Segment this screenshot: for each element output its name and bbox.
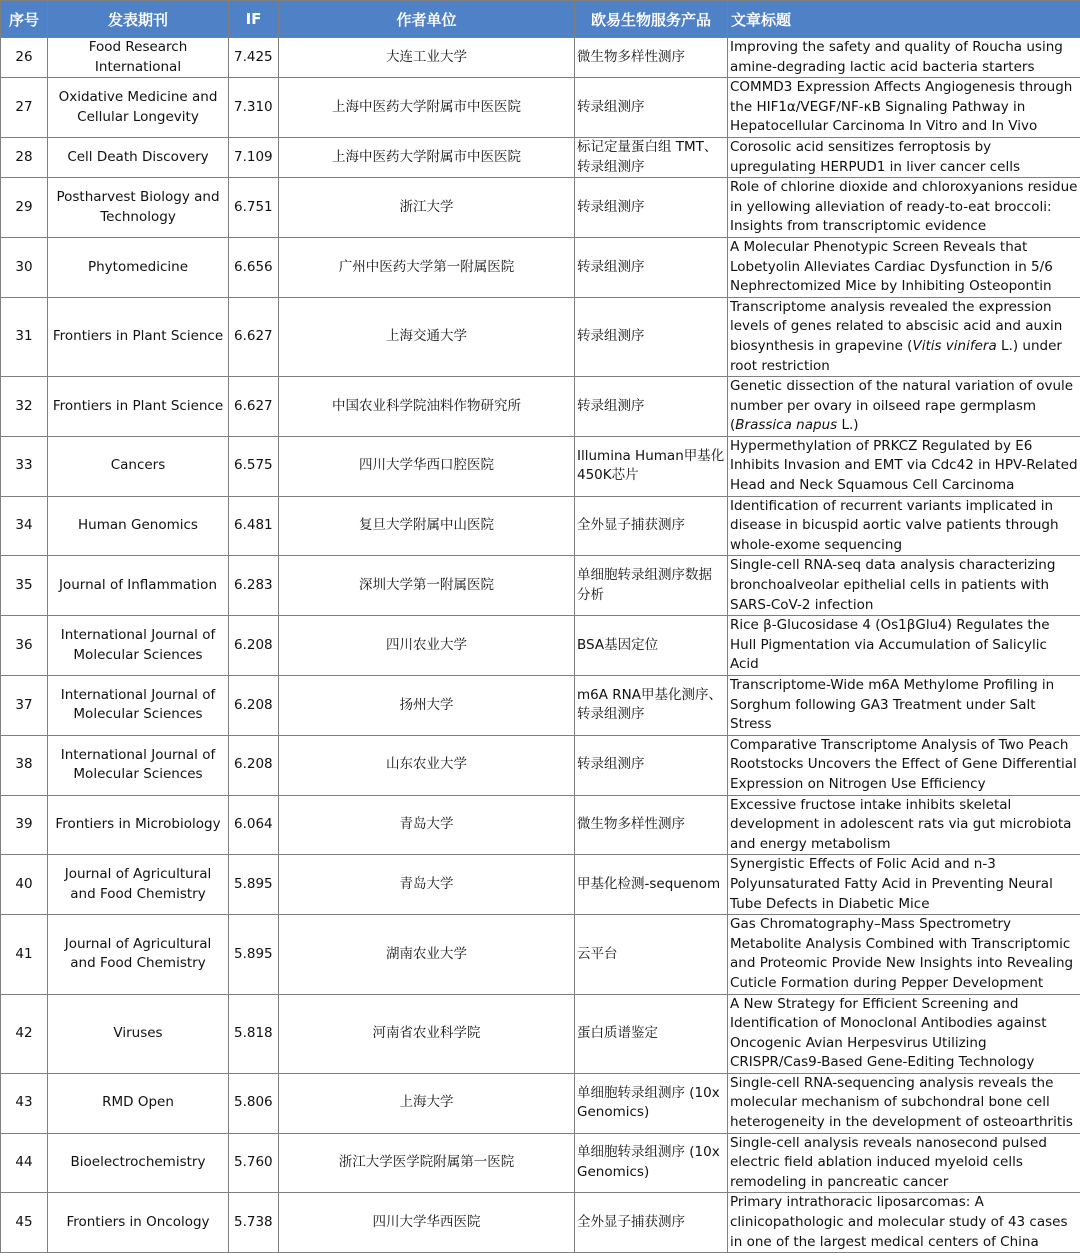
author-unit: 山东农业大学 [279,735,575,795]
author-unit: 四川大学华西医院 [279,1193,575,1253]
journal-name: Journal of Agricultural and Food Chemistry [48,915,229,994]
article-title: Corosolic acid sensitizes ferroptosis by upregulating HERPUD1 in liver cancer cells [728,137,1080,177]
impact-factor: 6.481 [229,496,279,556]
row-number: 39 [1,795,48,855]
row-number: 43 [1,1073,48,1133]
service-product: Illumina Human甲基化450K芯片 [575,436,728,496]
journal-name: Journal of Inflammation [48,556,229,616]
author-unit: 青岛大学 [279,855,575,915]
table-row [1,915,1080,994]
author-unit: 四川大学华西口腔医院 [279,436,575,496]
table-row [1,137,1080,177]
author-unit: 大连工业大学 [279,38,575,78]
impact-factor: 5.760 [229,1133,279,1193]
article-title: Synergistic Effects of Folic Acid and n-3 Polyunsaturated Fatty Acid in Preventing Neural Tube Defects in Diabetic Mice [728,855,1080,915]
article-title: Hypermethylation of PRKCZ Regulated by E6 Inhibits Invasion and EMT via Cdc42 in HPV-Related Head and Neck Squamous Cell Carcinoma [728,436,1080,496]
article-title: A Molecular Phenotypic Screen Reveals that Lobetyolin Alleviates Cardiac Dysfunction in 5/6 Nephrectomized Mice by Inhibiting Osteopontin [728,237,1080,297]
author-unit: 深圳大学第一附属医院 [279,556,575,616]
row-number: 27 [1,78,48,138]
article-title: Excessive fructose intake inhibits skeletal development in adolescent rats via gut microbiota and energy metabolism [728,795,1080,855]
species-name: Brassica napus [735,417,837,433]
article-title: COMMD3 Expression Affects Angiogenesis through the HIF1α/VEGF/NF-κB Signaling Pathway in Hepatocellular Carcinoma In Vitro and In Vivo [728,78,1080,138]
author-unit: 上海大学 [279,1073,575,1133]
table-row [1,496,1080,556]
journal-name: RMD Open [48,1073,229,1133]
row-number: 29 [1,178,48,238]
impact-factor: 7.425 [229,38,279,78]
service-product: 云平台 [575,915,728,994]
service-product: 单细胞转录组测序 (10x Genomics) [575,1073,728,1133]
header-journal: 发表期刊 [48,1,229,38]
journal-name: International Journal of Molecular Sciences [48,616,229,676]
header-product: 欧易生物服务产品 [575,1,728,38]
service-product: 全外显子捕获测序 [575,1193,728,1253]
journal-name: Food Research International [48,38,229,78]
journal-name: Postharvest Biology and Technology [48,178,229,238]
header-unit: 作者单位 [279,1,575,38]
row-number: 42 [1,994,48,1073]
journal-name: Frontiers in Microbiology [48,795,229,855]
row-number: 37 [1,676,48,736]
row-number: 35 [1,556,48,616]
author-unit: 四川农业大学 [279,616,575,676]
impact-factor: 6.656 [229,237,279,297]
table-row [1,377,1080,437]
service-product: 单细胞转录组测序数据分析 [575,556,728,616]
header-title: 文章标题 [728,1,1080,38]
author-unit: 扬州大学 [279,676,575,736]
journal-name: Frontiers in Plant Science [48,377,229,437]
author-unit: 中国农业科学院油料作物研究所 [279,377,575,437]
journal-name: Frontiers in Oncology [48,1193,229,1253]
impact-factor: 6.575 [229,436,279,496]
impact-factor: 6.208 [229,676,279,736]
article-title-text: Transcriptome analysis revealed the expression levels of genes related to abscisic acid and auxin biosynthesis in grapevine ( [730,299,1062,354]
journal-name: International Journal of Molecular Sciences [48,735,229,795]
row-number: 45 [1,1193,48,1253]
journal-name: International Journal of Molecular Sciences [48,676,229,736]
header-row [1,1,1080,38]
author-unit: 上海中医药大学附属市中医医院 [279,137,575,177]
article-title: Transcriptome-Wide m6A Methylome Profiling in Sorghum following GA3 Treatment under Salt Stress [728,676,1080,736]
table-row [1,78,1080,138]
service-product: 标记定量蛋白组 TMT、转录组测序 [575,137,728,177]
service-product: 单细胞转录组测序 (10x Genomics) [575,1133,728,1193]
journal-name: Cell Death Discovery [48,137,229,177]
journal-name: Frontiers in Plant Science [48,297,229,376]
article-title: Single-cell RNA-sequencing analysis reveals the molecular mechanism of subchondral bone cell heterogeneity in the development of osteoarthritis [728,1073,1080,1133]
article-title-text: Genetic dissection of the natural variation of ovule number per ovary in oilseed rape germplasm ( [730,378,1073,433]
header-no: 序号 [1,1,48,38]
author-unit: 广州中医药大学第一附属医院 [279,237,575,297]
row-number: 32 [1,377,48,437]
service-product: 蛋白质谱鉴定 [575,994,728,1073]
row-number: 36 [1,616,48,676]
table-row [1,616,1080,676]
impact-factor: 7.109 [229,137,279,177]
impact-factor: 5.895 [229,915,279,994]
article-title-text: L.) [837,417,858,433]
author-unit: 浙江大学 [279,178,575,238]
journal-name: Human Genomics [48,496,229,556]
journal-name: Cancers [48,436,229,496]
service-product: 微生物多样性测序 [575,38,728,78]
author-unit: 上海中医药大学附属市中医医院 [279,78,575,138]
article-title: Rice β-Glucosidase 4 (Os1βGlu4) Regulates the Hull Pigmentation via Accumulation of Salicylic Acid [728,616,1080,676]
author-unit: 青岛大学 [279,795,575,855]
species-name: Vitis vinifera [912,338,996,354]
service-product: 转录组测序 [575,297,728,376]
article-title [728,297,1080,376]
impact-factor: 6.627 [229,377,279,437]
table-row [1,178,1080,238]
table-row [1,855,1080,915]
table-row [1,795,1080,855]
service-product: BSA基因定位 [575,616,728,676]
article-title: Single-cell RNA-seq data analysis characterizing bronchoalveolar epithelial cells in patients with SARS-CoV-2 infection [728,556,1080,616]
table-row [1,297,1080,376]
row-number: 28 [1,137,48,177]
article-title: Role of chlorine dioxide and chloroxyanions residue in yellowing alleviation of ready-to-eat broccoli: Insights from transcriptomic evidence [728,178,1080,238]
article-title [728,377,1080,437]
impact-factor: 5.895 [229,855,279,915]
row-number: 30 [1,237,48,297]
service-product: 转录组测序 [575,178,728,238]
article-title: Single-cell analysis reveals nanosecond pulsed electric field ablation induced myeloid cells remodeling in pancreatic cancer [728,1133,1080,1193]
row-number: 38 [1,735,48,795]
article-title: Comparative Transcriptome Analysis of Two Peach Rootstocks Uncovers the Effect of Gene Differential Expression on Nitrogen Use Efficiency [728,735,1080,795]
impact-factor: 6.208 [229,616,279,676]
article-title: Gas Chromatography–Mass Spectrometry Metabolite Analysis Combined with Transcriptomic and Proteomic Provide New Insights into Revealing Cuticle Formation during Pepper Development [728,915,1080,994]
table-row [1,1133,1080,1193]
table-row [1,994,1080,1073]
row-number: 44 [1,1133,48,1193]
article-title: A New Strategy for Efficient Screening and Identification of Monoclonal Antibodies against Oncogenic Avian Herpesvirus Utilizing CRISPR/Cas9-Based Gene-Editing Technology [728,994,1080,1073]
journal-name: Phytomedicine [48,237,229,297]
impact-factor: 6.208 [229,735,279,795]
header-if: IF [229,1,279,38]
impact-factor: 6.751 [229,178,279,238]
impact-factor: 6.627 [229,297,279,376]
journal-name: Oxidative Medicine and Cellular Longevity [48,78,229,138]
row-number: 41 [1,915,48,994]
impact-factor: 5.818 [229,994,279,1073]
service-product: 转录组测序 [575,377,728,437]
service-product: 全外显子捕获测序 [575,496,728,556]
impact-factor: 5.738 [229,1193,279,1253]
table-row [1,1073,1080,1133]
row-number: 34 [1,496,48,556]
table-row [1,1193,1080,1253]
article-title: Identification of recurrent variants implicated in disease in bicuspid aortic valve patients through whole-exome sequencing [728,496,1080,556]
row-number: 31 [1,297,48,376]
service-product: 微生物多样性测序 [575,795,728,855]
service-product: 转录组测序 [575,237,728,297]
service-product: 转录组测序 [575,78,728,138]
journal-name: Viruses [48,994,229,1073]
article-title: Primary intrathoracic liposarcomas: A clinicopathologic and molecular study of 43 cases in one of the largest medical centers of China [728,1193,1080,1253]
journal-name: Bioelectrochemistry [48,1133,229,1193]
author-unit: 浙江大学医学院附属第一医院 [279,1133,575,1193]
table-row [1,436,1080,496]
table-row [1,556,1080,616]
impact-factor: 6.283 [229,556,279,616]
article-title-text: L.) under root restriction [730,338,1062,374]
author-unit: 河南省农业科学院 [279,994,575,1073]
impact-factor: 6.064 [229,795,279,855]
row-number: 33 [1,436,48,496]
impact-factor: 5.806 [229,1073,279,1133]
journal-name: Journal of Agricultural and Food Chemistry [48,855,229,915]
author-unit: 湖南农业大学 [279,915,575,994]
author-unit: 复旦大学附属中山医院 [279,496,575,556]
table-row [1,735,1080,795]
article-title: Improving the safety and quality of Roucha using amine-degrading lactic acid bacteria starters [728,38,1080,78]
service-product: 转录组测序 [575,735,728,795]
service-product: 甲基化检测-sequenom [575,855,728,915]
impact-factor: 7.310 [229,78,279,138]
row-number: 26 [1,38,48,78]
table-row [1,38,1080,78]
author-unit: 上海交通大学 [279,297,575,376]
table-row [1,237,1080,297]
table-row [1,676,1080,736]
service-product: m6A RNA甲基化测序、转录组测序 [575,676,728,736]
row-number: 40 [1,855,48,915]
